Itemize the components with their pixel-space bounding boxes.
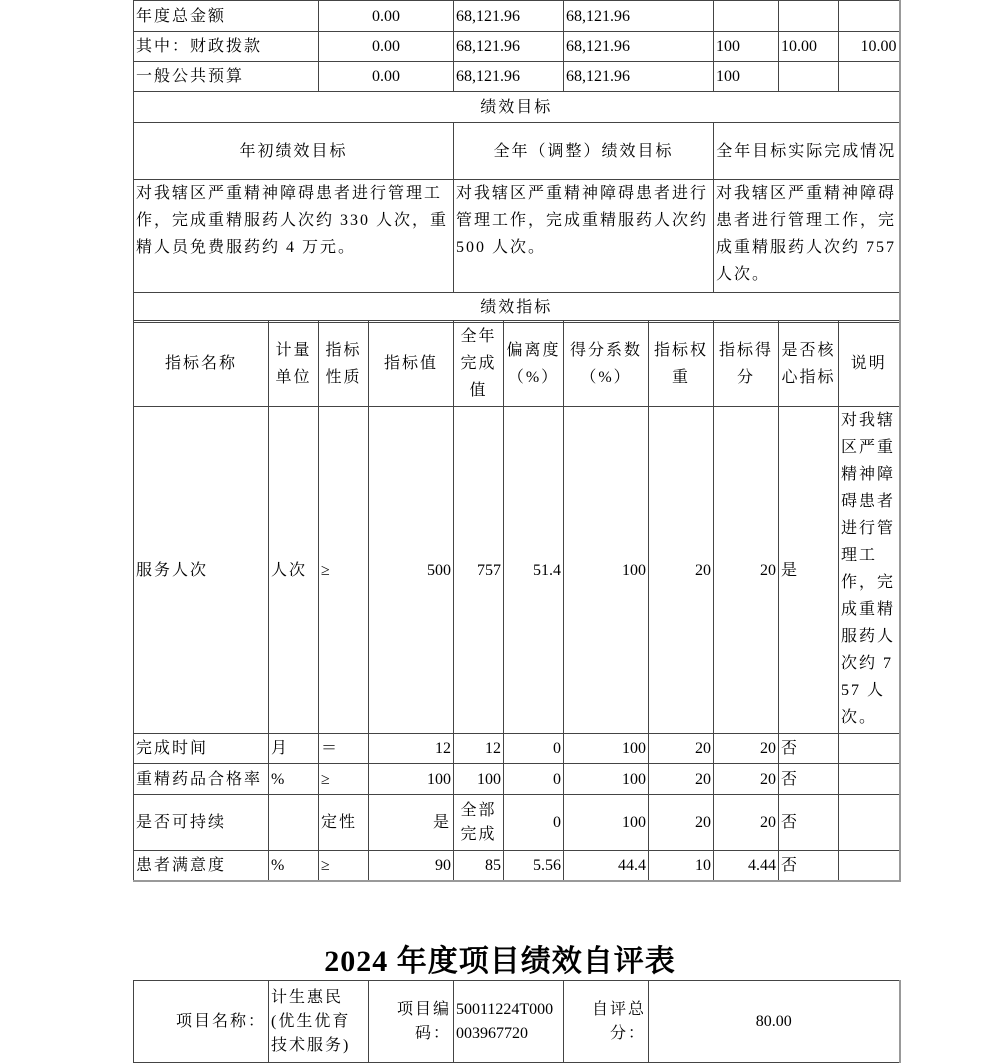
indicator-core: 否 (779, 851, 839, 881)
budget-row (134, 32, 900, 62)
indicator-nature: ≥ (319, 764, 369, 795)
indicator-score: 20 (714, 407, 779, 734)
budget-row (134, 1, 900, 32)
form-title: 2024 年度项目绩效自评表 (324, 945, 676, 978)
executed-amount: 68,121.96 (564, 32, 714, 62)
indicator-row (134, 795, 900, 851)
header-actual: 全年完成值 (454, 321, 504, 407)
indicator-core: 否 (779, 734, 839, 764)
execution-rate (714, 1, 779, 32)
header-target: 指标值 (369, 321, 454, 407)
full-year-budget: 68,121.96 (454, 62, 564, 92)
indicators-section-title: 绩效指标 (134, 293, 900, 323)
indicator-nature: 定性 (319, 795, 369, 851)
indicator-row (134, 734, 900, 764)
execution-rate: 100 (714, 62, 779, 92)
weight: 10.00 (779, 32, 839, 62)
indicator-nature: ≥ (319, 407, 369, 734)
indicator-actual: 全部完成 (454, 795, 504, 851)
goal-header-adjusted: 全年（调整）绩效目标 (454, 123, 714, 180)
indicator-score: 20 (714, 764, 779, 795)
full-year-budget: 68,121.96 (454, 32, 564, 62)
budget-label: 一般公共预算 (134, 62, 319, 92)
project-name-label: 项目名称： (134, 981, 269, 1063)
project-name: 计生惠民(优生优育技术服务) (269, 981, 369, 1063)
budget-label: 其中：财政拨款 (134, 32, 319, 62)
indicator-note (839, 851, 900, 881)
indicator-unit: 人次 (269, 407, 319, 734)
indicator-score: 4.44 (714, 851, 779, 881)
indicator-note: 对我辖区严重精神障碍患者进行管理工作，完成重精服药人次约 757 人次。 (839, 407, 900, 734)
year-start-budget: 0.00 (319, 32, 454, 62)
indicator-name: 是否可持续 (134, 795, 269, 851)
header-note: 说明 (839, 321, 900, 407)
indicator-target: 500 (369, 407, 454, 734)
indicator-name: 服务人次 (134, 407, 269, 734)
indicator-core: 否 (779, 795, 839, 851)
indicator-nature: ＝ (319, 734, 369, 764)
indicator-weight: 20 (649, 795, 714, 851)
indicator-unit: % (269, 764, 319, 795)
indicator-deviation: 0 (504, 795, 564, 851)
project-code-label: 项目编码： (369, 981, 454, 1063)
indicator-score: 20 (714, 734, 779, 764)
indicator-row (134, 851, 900, 881)
indicators-header-row (134, 321, 900, 407)
project-code: 50011224T000003967720 (454, 981, 564, 1063)
goal-header-initial: 年初绩效目标 (134, 123, 454, 180)
weight (779, 1, 839, 32)
indicator-weight: 20 (649, 734, 714, 764)
indicator-target: 100 (369, 764, 454, 795)
indicator-actual: 12 (454, 734, 504, 764)
score: 10.00 (839, 32, 900, 62)
header-deviation: 偏离度（%） (504, 321, 564, 407)
indicator-weight: 20 (649, 764, 714, 795)
indicator-weight: 10 (649, 851, 714, 881)
score (839, 1, 900, 32)
project-header-row (134, 981, 900, 1063)
indicator-coef: 100 (564, 795, 649, 851)
indicator-actual: 757 (454, 407, 504, 734)
executed-amount: 68,121.96 (564, 62, 714, 92)
header-unit: 计量单位 (269, 321, 319, 407)
year-start-budget: 0.00 (319, 62, 454, 92)
indicator-target: 是 (369, 795, 454, 851)
header-coef: 得分系数（%） (564, 321, 649, 407)
indicator-name: 重精药品合格率 (134, 764, 269, 795)
self-score-label: 自评总分： (564, 981, 649, 1063)
indicator-row (134, 407, 900, 734)
indicator-note (839, 734, 900, 764)
indicator-unit: % (269, 851, 319, 881)
goal-adjusted: 对我辖区严重精神障碍患者进行管理工作，完成重精服药人次约 500 人次。 (454, 180, 714, 293)
indicator-deviation: 51.4 (504, 407, 564, 734)
indicator-actual: 100 (454, 764, 504, 795)
indicator-unit: 月 (269, 734, 319, 764)
goals-section-row (134, 92, 900, 123)
weight (779, 62, 839, 92)
indicator-coef: 100 (564, 407, 649, 734)
goals-header-row (134, 123, 900, 180)
header-score: 指标得分 (714, 321, 779, 407)
indicator-weight: 20 (649, 407, 714, 734)
executed-amount: 68,121.96 (564, 1, 714, 32)
indicator-target: 12 (369, 734, 454, 764)
header-name: 指标名称 (134, 321, 269, 407)
indicator-target: 90 (369, 851, 454, 881)
indicator-score: 20 (714, 795, 779, 851)
indicator-name: 患者满意度 (134, 851, 269, 881)
score (839, 62, 900, 92)
indicator-core: 是 (779, 407, 839, 734)
indicator-coef: 44.4 (564, 851, 649, 881)
header-nature: 指标性质 (319, 321, 369, 407)
indicator-nature: ≥ (319, 851, 369, 881)
indicator-actual: 85 (454, 851, 504, 881)
goals-content-row (134, 180, 900, 293)
indicator-row (134, 764, 900, 795)
indicators-section-row (134, 293, 900, 323)
header-core: 是否核心指标 (779, 321, 839, 407)
goal-initial: 对我辖区严重精神障碍患者进行管理工作，完成重精服药人次约 330 人次，重精人员免费服药约 4 万元。 (134, 180, 454, 293)
indicator-unit (269, 795, 319, 851)
indicator-note (839, 764, 900, 795)
goal-actual: 对我辖区严重精神障碍患者进行管理工作，完成重精服药人次约 757 人次。 (714, 180, 900, 293)
indicator-deviation: 0 (504, 734, 564, 764)
indicator-name: 完成时间 (134, 734, 269, 764)
project-header-table (133, 980, 901, 1063)
full-year-budget: 68,121.96 (454, 1, 564, 32)
indicator-note (839, 795, 900, 851)
indicator-deviation: 0 (504, 764, 564, 795)
goal-header-actual: 全年目标实际完成情况 (714, 123, 900, 180)
indicator-coef: 100 (564, 764, 649, 795)
indicator-core: 否 (779, 764, 839, 795)
execution-rate: 100 (714, 32, 779, 62)
budget-row (134, 62, 900, 92)
indicator-deviation: 5.56 (504, 851, 564, 881)
budget-goals-table (133, 0, 901, 323)
year-start-budget: 0.00 (319, 1, 454, 32)
header-weight: 指标权重 (649, 321, 714, 407)
goals-section-title: 绩效目标 (134, 92, 900, 123)
indicators-table (133, 320, 901, 882)
self-score: 80.00 (649, 981, 900, 1063)
budget-label: 年度总金额 (134, 1, 319, 32)
indicator-coef: 100 (564, 734, 649, 764)
